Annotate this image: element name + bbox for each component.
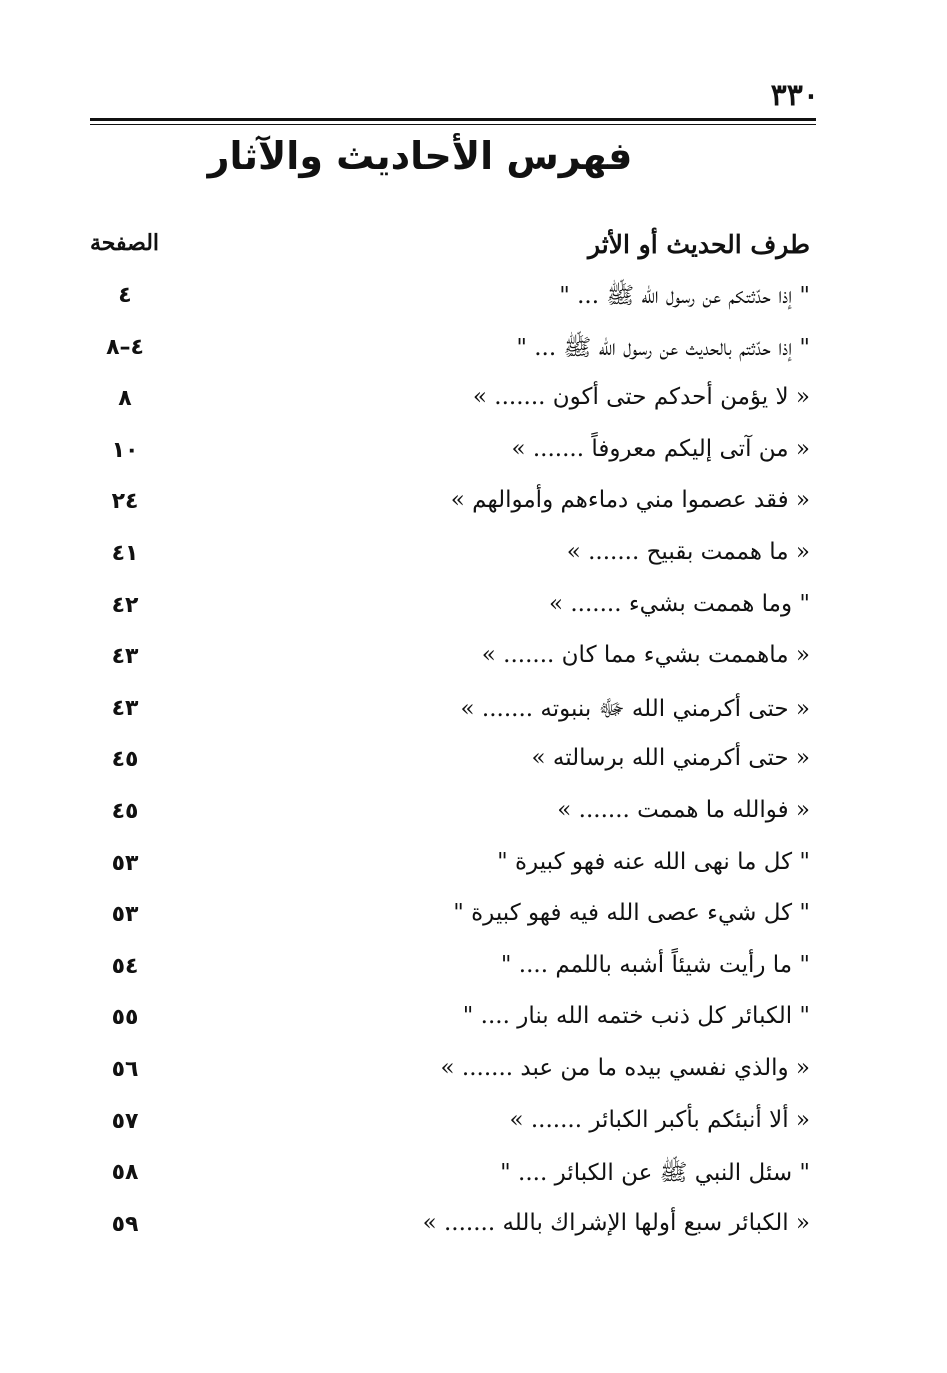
entry-text: « حتى أكرمني الله ﷻ بنبوته ....... » xyxy=(460,695,810,722)
entry-text: « لا يؤمن أحدكم حتى أكون ....... » xyxy=(472,384,810,411)
index-entry xyxy=(90,694,810,746)
index-entry xyxy=(90,281,810,333)
entry-text: « فوالله ما هممت ....... » xyxy=(557,796,810,823)
entry-page-number: ٥٩ xyxy=(111,1211,139,1237)
index-entry xyxy=(90,797,810,849)
entry-text: " كل ما نهى الله عنه فهو كبيرة " xyxy=(497,848,810,875)
index-entry xyxy=(90,333,810,385)
index-entry xyxy=(90,591,810,643)
entry-page-number: ٥٣ xyxy=(111,850,139,876)
index-entry xyxy=(90,1107,810,1159)
page-number: ٣٣٠ xyxy=(770,78,819,113)
entry-text: « ماهممت بشيء مما كان ....... » xyxy=(481,642,810,669)
entry-text: " إذا حدّثتم بالحديث عن رسول الله ﷺ ... " xyxy=(516,334,810,361)
index-entry xyxy=(90,1055,810,1107)
index-entry xyxy=(90,539,810,591)
index-entry xyxy=(90,487,810,539)
entry-page-number: ٤ xyxy=(118,283,132,308)
entry-text: « ما هممت بقبيح ....... » xyxy=(566,538,810,565)
index-entry xyxy=(90,952,810,1004)
index-entry xyxy=(90,384,810,436)
entry-text: " كل شيء عصى الله فيه فهو كبيرة " xyxy=(453,900,810,927)
column-header-page: الصفحة xyxy=(90,230,160,256)
index-entry xyxy=(90,642,810,694)
entry-page-number: ٥٣ xyxy=(111,902,139,928)
entry-page-number: ١٠ xyxy=(111,437,139,463)
entry-text: " الكبائر كل ذنب ختمه الله بنار .... " xyxy=(462,1003,810,1030)
entry-page-number: ٨ xyxy=(118,386,132,412)
index-entry xyxy=(90,849,810,901)
index-entry xyxy=(90,900,810,952)
index-entry xyxy=(90,745,810,797)
index-entry xyxy=(90,1003,810,1055)
entry-page-number: ٢٤ xyxy=(111,489,139,515)
entry-text: " ما رأيت شيئاً أشبه باللمم .... " xyxy=(500,951,810,978)
entry-page-number: ٤٢ xyxy=(111,592,139,618)
entry-page-number: ٤–٨ xyxy=(106,334,144,360)
entry-text: « ألا أنبئكم بأكبر الكبائر ....... » xyxy=(509,1106,810,1133)
entry-page-number: ٥٨ xyxy=(111,1160,139,1186)
entry-text: " وما هممت بشيء ....... » xyxy=(548,590,810,617)
column-header-entry: طرف الحديث أو الأثر xyxy=(587,230,810,259)
column-header-row xyxy=(90,230,810,270)
entry-text: " إذا حدّثتكم عن رسول الله ﷺ ... " xyxy=(559,283,810,309)
header-rule-thin xyxy=(90,124,816,125)
entry-page-number: ٥٥ xyxy=(111,1005,139,1031)
entry-page-number: ٤١ xyxy=(111,540,139,566)
entry-page-number: ٤٥ xyxy=(111,747,139,773)
index-entry xyxy=(90,1158,810,1210)
entry-text: « حتى أكرمني الله برسالته » xyxy=(531,745,810,772)
entry-text: « فقد عصموا مني دماءهم وأموالهم » xyxy=(450,487,810,514)
entry-page-number: ٥٦ xyxy=(111,1056,139,1082)
entry-page-number: ٤٥ xyxy=(111,798,139,824)
entry-page-number: ٥٤ xyxy=(111,953,139,979)
entry-page-number: ٤٣ xyxy=(111,695,139,721)
entry-page-number: ٥٧ xyxy=(111,1108,139,1134)
index-entry xyxy=(90,1210,810,1262)
header-rule-thick xyxy=(90,118,816,121)
entry-page-number: ٤٣ xyxy=(111,644,139,670)
index-entry xyxy=(90,436,810,488)
index-entries xyxy=(90,281,810,1261)
page-title: فهرس الأحاديث والآثار xyxy=(207,134,633,178)
entry-text: « والذي نفسي بيده ما من عبد ....... » xyxy=(440,1054,810,1081)
entry-text: « من آتى إليكم معروفاً ....... » xyxy=(511,435,810,462)
entry-text: " سئل النبي ﷺ عن الكبائر .... " xyxy=(500,1160,810,1187)
entry-text: « الكبائر سبع أولها الإشراك بالله ....... » xyxy=(422,1209,810,1236)
